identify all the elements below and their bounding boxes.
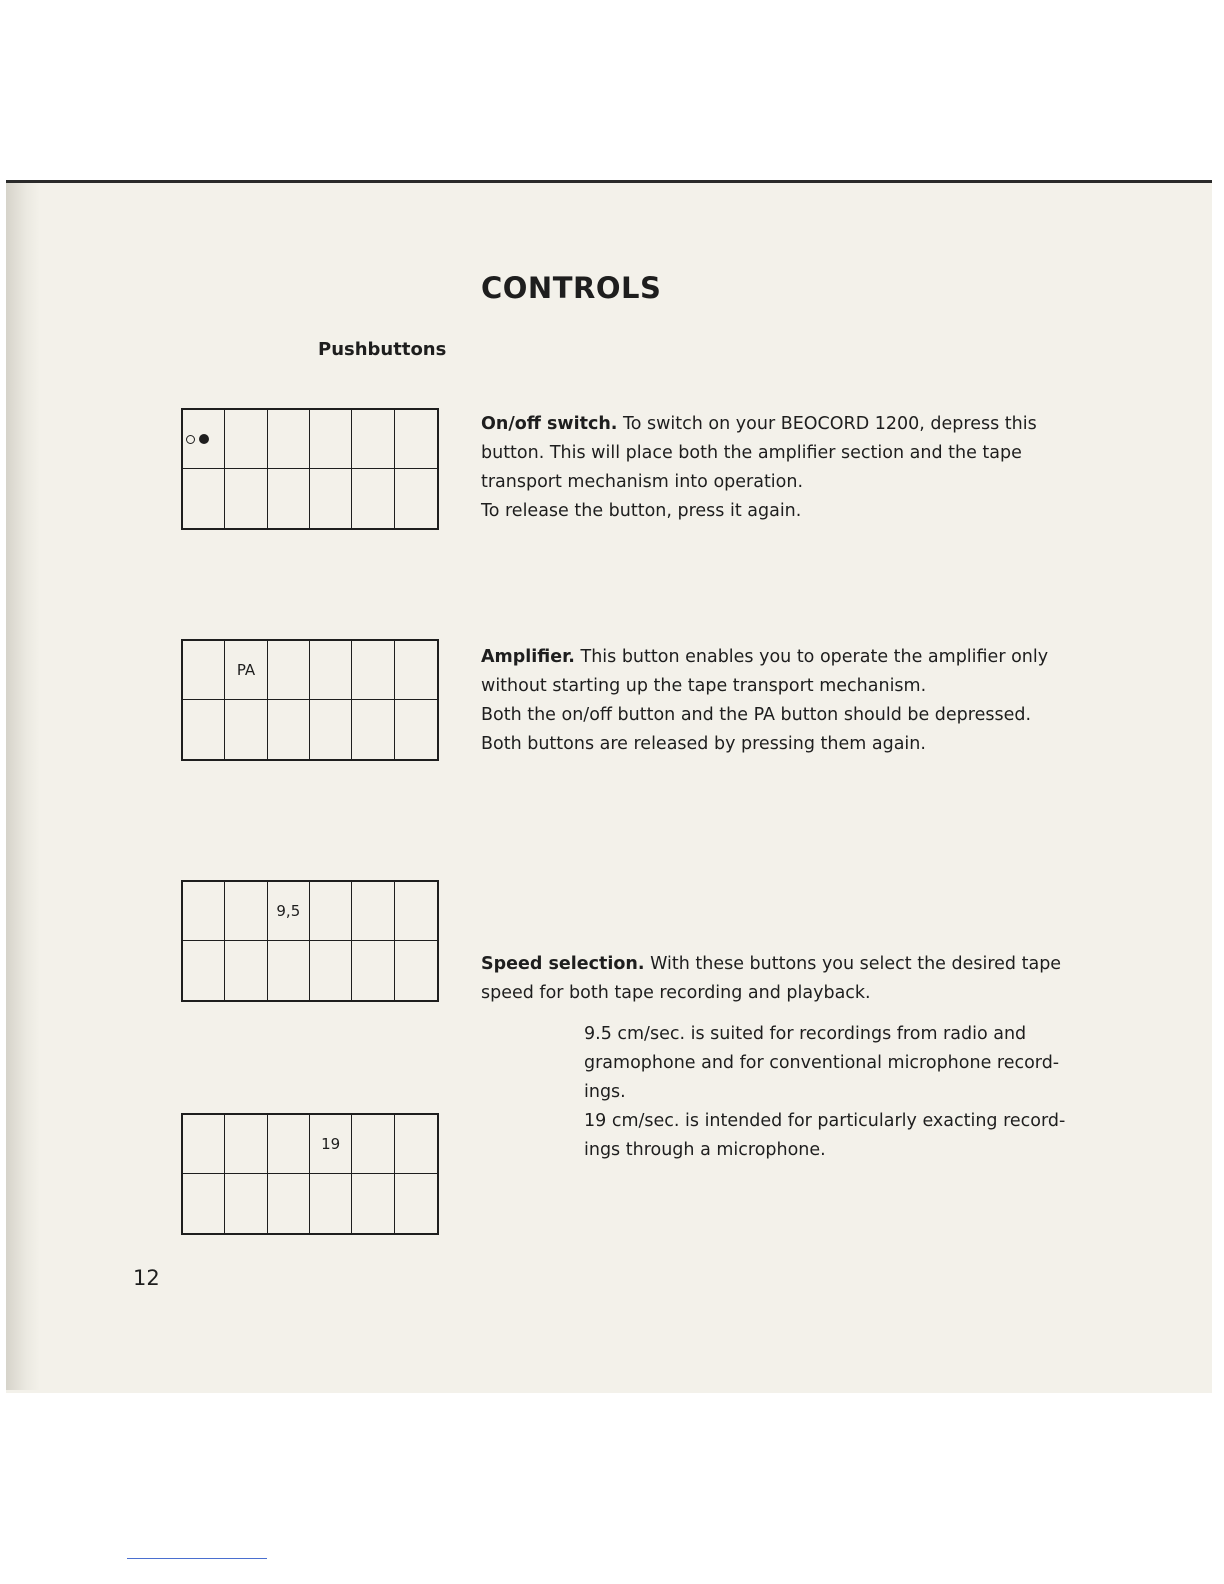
panel-cell <box>352 941 394 1000</box>
amplifier-line-3: Both the on/off button and the PA button should be depressed. <box>481 705 1032 725</box>
panel-cell <box>352 641 394 700</box>
panel-cell <box>310 1174 352 1233</box>
pushbutton-panel-onoff <box>181 408 439 530</box>
panel-cell <box>268 641 310 700</box>
panel-cell <box>352 469 394 528</box>
speed-95-button-cell: 9,5 <box>268 882 310 941</box>
pa-button-cell: PA <box>225 641 267 700</box>
panel-cell <box>183 641 225 700</box>
panel-cell <box>395 882 437 941</box>
onoff-description <box>481 410 1151 526</box>
binding-gutter <box>6 183 40 1390</box>
panel-cell <box>183 1174 225 1233</box>
onoff-line-3: transport mechanism into operation. <box>481 472 804 492</box>
pushbutton-panel-amplifier <box>181 639 439 761</box>
speed-term: Speed selection. <box>481 954 645 974</box>
page-title: CONTROLS <box>481 271 662 305</box>
speed-19-button-cell: 19 <box>310 1115 352 1174</box>
panel-cell <box>268 1174 310 1233</box>
panel-cell <box>225 882 267 941</box>
panel-cell <box>225 941 267 1000</box>
panel-cell <box>225 700 267 759</box>
panel-cell <box>352 1115 394 1174</box>
off-circle-icon <box>186 435 195 444</box>
panel-cell <box>352 410 394 469</box>
speed-detail-4: 19 cm/sec. is intended for particularly exacting record- <box>584 1111 1066 1131</box>
panel-cell <box>225 1115 267 1174</box>
onoff-button-cell <box>183 410 225 469</box>
panel-cell <box>310 410 352 469</box>
amplifier-line-2: without starting up the tape transport mechanism. <box>481 676 927 696</box>
panel-cell <box>395 410 437 469</box>
onoff-term: On/off switch. <box>481 414 618 434</box>
panel-cell <box>183 882 225 941</box>
panel-cell <box>310 882 352 941</box>
panel-cell <box>183 1115 225 1174</box>
speed-detail-1: 9.5 cm/sec. is suited for recordings from radio and <box>584 1024 1027 1044</box>
panel-cell <box>268 1115 310 1174</box>
panel-cell <box>395 641 437 700</box>
speed-line-1: Speed selection. With these buttons you select the desired tape <box>481 954 1062 974</box>
page-number: 12 <box>133 1266 160 1290</box>
amplifier-line-1: Amplifier. This button enables you to operate the amplifier only <box>481 647 1049 667</box>
panel-cell <box>268 941 310 1000</box>
panel-cell <box>225 410 267 469</box>
panel-cell <box>395 700 437 759</box>
panel-cell <box>183 941 225 1000</box>
panel-cell <box>352 882 394 941</box>
speed-detail-2: gramophone and for conventional microphone record- <box>584 1053 1060 1073</box>
panel-cell <box>183 700 225 759</box>
panel-cell <box>352 1174 394 1233</box>
amplifier-term: Amplifier. <box>481 647 575 667</box>
panel-cell <box>310 469 352 528</box>
speed-description <box>481 950 1151 1008</box>
panel-cell <box>225 469 267 528</box>
onoff-line-1: On/off switch. To switch on your BEOCORD 1200, depress this <box>481 414 1037 434</box>
onoff-line-2: button. This will place both the amplifier section and the tape <box>481 443 1022 463</box>
onoff-line-4: To release the button, press it again. <box>481 501 802 521</box>
panel-cell <box>268 469 310 528</box>
pushbutton-panel-speed-95 <box>181 880 439 1002</box>
amplifier-description <box>481 643 1151 759</box>
panel-cell <box>352 700 394 759</box>
speed-detail-3: ings. <box>584 1082 626 1102</box>
panel-cell <box>310 641 352 700</box>
speed-line-2: speed for both tape recording and playback. <box>481 983 871 1003</box>
panel-cell <box>310 941 352 1000</box>
speed-detail-5: ings through a microphone. <box>584 1140 826 1160</box>
speed-details <box>584 1020 1154 1165</box>
panel-cell <box>395 941 437 1000</box>
footer-divider <box>127 1558 267 1559</box>
pushbutton-panel-speed-19 <box>181 1113 439 1235</box>
section-subtitle: Pushbuttons <box>318 339 447 360</box>
panel-cell <box>395 469 437 528</box>
panel-cell <box>225 1174 267 1233</box>
amplifier-line-4: Both buttons are released by pressing them again. <box>481 734 926 754</box>
panel-cell <box>310 700 352 759</box>
panel-cell <box>395 1115 437 1174</box>
panel-cell <box>395 1174 437 1233</box>
panel-cell <box>183 469 225 528</box>
on-dot-icon <box>199 434 209 444</box>
panel-cell <box>268 700 310 759</box>
panel-cell <box>268 410 310 469</box>
